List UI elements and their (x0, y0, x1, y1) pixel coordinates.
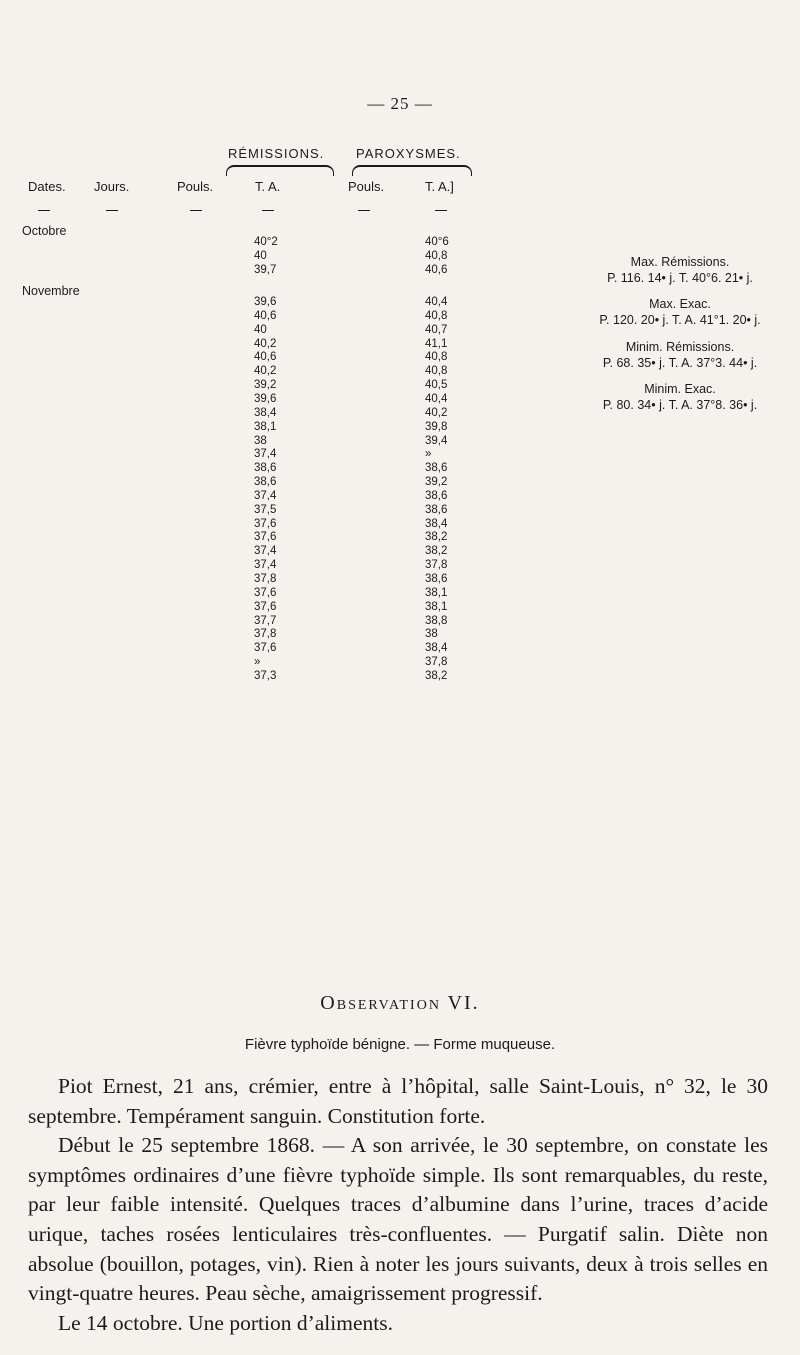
cell-ta-remission: 37,7 (254, 614, 277, 627)
side-note-line: Minim. Rémissions. (625, 340, 735, 354)
col-header-jours: Jours. (94, 179, 130, 194)
cell-ta-paroxysme: 38,6 (425, 573, 448, 585)
side-note-line: P. 80. 34• j. T. A. 37°8. 36• j. (602, 398, 758, 412)
cell-ta-remission: 40 (254, 323, 267, 336)
cell-ta-paroxysme: 38,4 (425, 517, 448, 530)
cell-ta-paroxysme: 40,5 (425, 379, 448, 392)
observation-title: Observation VI. (320, 992, 480, 1014)
cell-ta-paroxysme: 38,1 (425, 586, 448, 599)
cell-ta-remission: 40,6 (254, 309, 277, 322)
cell-ta-remission: » (254, 656, 261, 669)
cell-ta-remission: 37,6 (254, 586, 277, 599)
cell-ta-remission: 37,4 (254, 489, 277, 502)
cell-ta-paroxysme: 40,8 (425, 309, 448, 322)
cell-ta-paroxysme: 37,8 (425, 559, 448, 572)
header-rule (262, 210, 274, 211)
col-header-ta-paroxysmes: T. A.] (425, 179, 454, 194)
header-rule (435, 210, 447, 211)
cell-ta-paroxysme: 40,8 (425, 351, 448, 364)
cell-ta-paroxysme: 38,8 (425, 614, 448, 627)
cell-ta-paroxysme: 41,1 (425, 337, 448, 350)
cell-ta-paroxysme: 39,2 (425, 476, 448, 489)
group-brace-paroxysmes (352, 165, 472, 176)
cell-ta-remission: 40°2 (254, 236, 278, 248)
cell-ta-remission: 37,4 (254, 545, 277, 558)
cell-ta-paroxysme: 37,8 (425, 656, 448, 669)
cell-ta-remission: 39,2 (254, 379, 277, 392)
cell-ta-remission: 38,1 (254, 420, 277, 433)
observation-subtitle: Fièvre typhoïde bénigne. — Forme muqueuse. (244, 1036, 556, 1053)
col-header-pouls-paroxysmes: Pouls. (348, 179, 385, 194)
cell-ta-remission: 40 (254, 249, 267, 262)
cell-ta-remission: 38 (254, 434, 267, 447)
month-label-november: Novembre (22, 284, 80, 298)
side-note-line: Max. Rémissions. (630, 255, 730, 269)
cell-ta-remission: 39,6 (254, 392, 277, 405)
cell-ta-remission: 37,6 (254, 517, 277, 530)
cell-ta-paroxysme: 40°6 (425, 236, 449, 248)
cell-ta-paroxysme: 38,2 (425, 545, 448, 558)
col-header-pouls-remissions: Pouls. (177, 179, 214, 194)
body-paragraph: Le 14 octobre. Une portion d’aliments. (58, 1310, 393, 1335)
cell-ta-paroxysme: 39,4 (425, 434, 448, 447)
cell-ta-paroxysme: 40,4 (425, 296, 448, 308)
month-label-october: Octobre (22, 224, 67, 238)
cell-ta-paroxysme: 40,7 (425, 323, 448, 336)
cell-ta-paroxysme: 39,8 (425, 420, 448, 433)
cell-ta-paroxysme: 38,2 (425, 669, 448, 682)
col-header-dates: Dates. (28, 179, 66, 194)
cell-ta-remission: 37,6 (254, 642, 277, 655)
cell-ta-remission: 40,6 (254, 351, 277, 364)
cell-ta-remission: 38,6 (254, 462, 277, 475)
group-header-remissions: RÉMISSIONS. (228, 146, 325, 161)
cell-ta-remission: 37,8 (254, 628, 277, 641)
cell-ta-paroxysme: 40,4 (425, 392, 448, 405)
side-note-line: Minim. Exac. (644, 382, 716, 396)
cell-ta-paroxysme: 38,2 (425, 531, 448, 544)
cell-ta-remission: 38,6 (254, 476, 277, 489)
side-note-line: P. 120. 20• j. T. A. 41°1. 20• j. (599, 313, 761, 327)
body-paragraph: Piot Ernest, 21 ans, crémier, entre à l’hôpital, salle Saint-Louis, n° 32, le 30 septembre. Tempérament sanguin. Constitution forte. (28, 1074, 768, 1128)
cell-ta-remission: 37,4 (254, 559, 277, 572)
cell-ta-remission: 39,7 (254, 263, 277, 276)
header-rule (190, 210, 202, 211)
cell-ta-remission: 37,6 (254, 531, 277, 544)
cell-ta-remission: 39,6 (254, 296, 277, 308)
cell-ta-paroxysme: 38 (425, 628, 438, 641)
cell-ta-paroxysme: 40,8 (425, 365, 448, 378)
side-note-line: P. 116. 14• j. T. 40°6. 21• j. (607, 271, 753, 285)
cell-ta-paroxysme: 40,2 (425, 406, 448, 419)
page-number: — 25 — (367, 94, 433, 113)
cell-ta-remission: 37,6 (254, 600, 277, 613)
group-header-paroxysmes: PAROXYSMES. (356, 146, 461, 161)
cell-ta-remission: 37,4 (254, 448, 277, 461)
cell-ta-remission: 40,2 (254, 365, 277, 378)
cell-ta-paroxysme: 38,1 (425, 600, 448, 613)
cell-ta-paroxysme: 38,6 (425, 503, 448, 516)
cell-ta-paroxysme: 40,6 (425, 263, 448, 276)
header-rule (38, 210, 50, 211)
cell-ta-paroxysme: 38,6 (425, 489, 448, 502)
cell-ta-paroxysme: 38,4 (425, 642, 448, 655)
cell-ta-remission: 37,8 (254, 573, 277, 585)
side-note-line: Max. Exac. (649, 297, 711, 311)
cell-ta-paroxysme: 38,6 (425, 462, 448, 475)
cell-ta-remission: 40,2 (254, 337, 277, 350)
cell-ta-remission: 38,4 (254, 406, 277, 419)
observation-body (28, 1072, 768, 1338)
cell-ta-paroxysme: » (425, 448, 432, 461)
cell-ta-remission: 37,5 (254, 503, 277, 516)
header-rule (358, 210, 370, 211)
side-note-line: P. 68. 35• j. T. A. 37°3. 44• j. (602, 356, 758, 370)
cell-ta-paroxysme: 40,8 (425, 249, 448, 262)
col-header-ta-remissions: T. A. (255, 179, 281, 194)
cell-ta-remission: 37,3 (254, 669, 277, 682)
header-rule (106, 210, 118, 211)
group-brace-remissions (226, 165, 334, 176)
body-paragraph: Début le 25 septembre 1868. — A son arrivée, le 30 septembre, on constate les symptômes ordinaires d’une fièvre typhoïde simple. Ils sont remarquables, du reste, par leur faible intensité. Quelques traces d’albumine dans l’urine, traces d’acide urique, taches rosées lenticulaires très-confluentes. — Purgatif salin. Diète non absolue (bouillon, potages, vin). Rien à noter les jours suivants, deux à trois selles en vingt-quatre heures. Peau sèche, amaigrissement progressif. (28, 1133, 768, 1306)
